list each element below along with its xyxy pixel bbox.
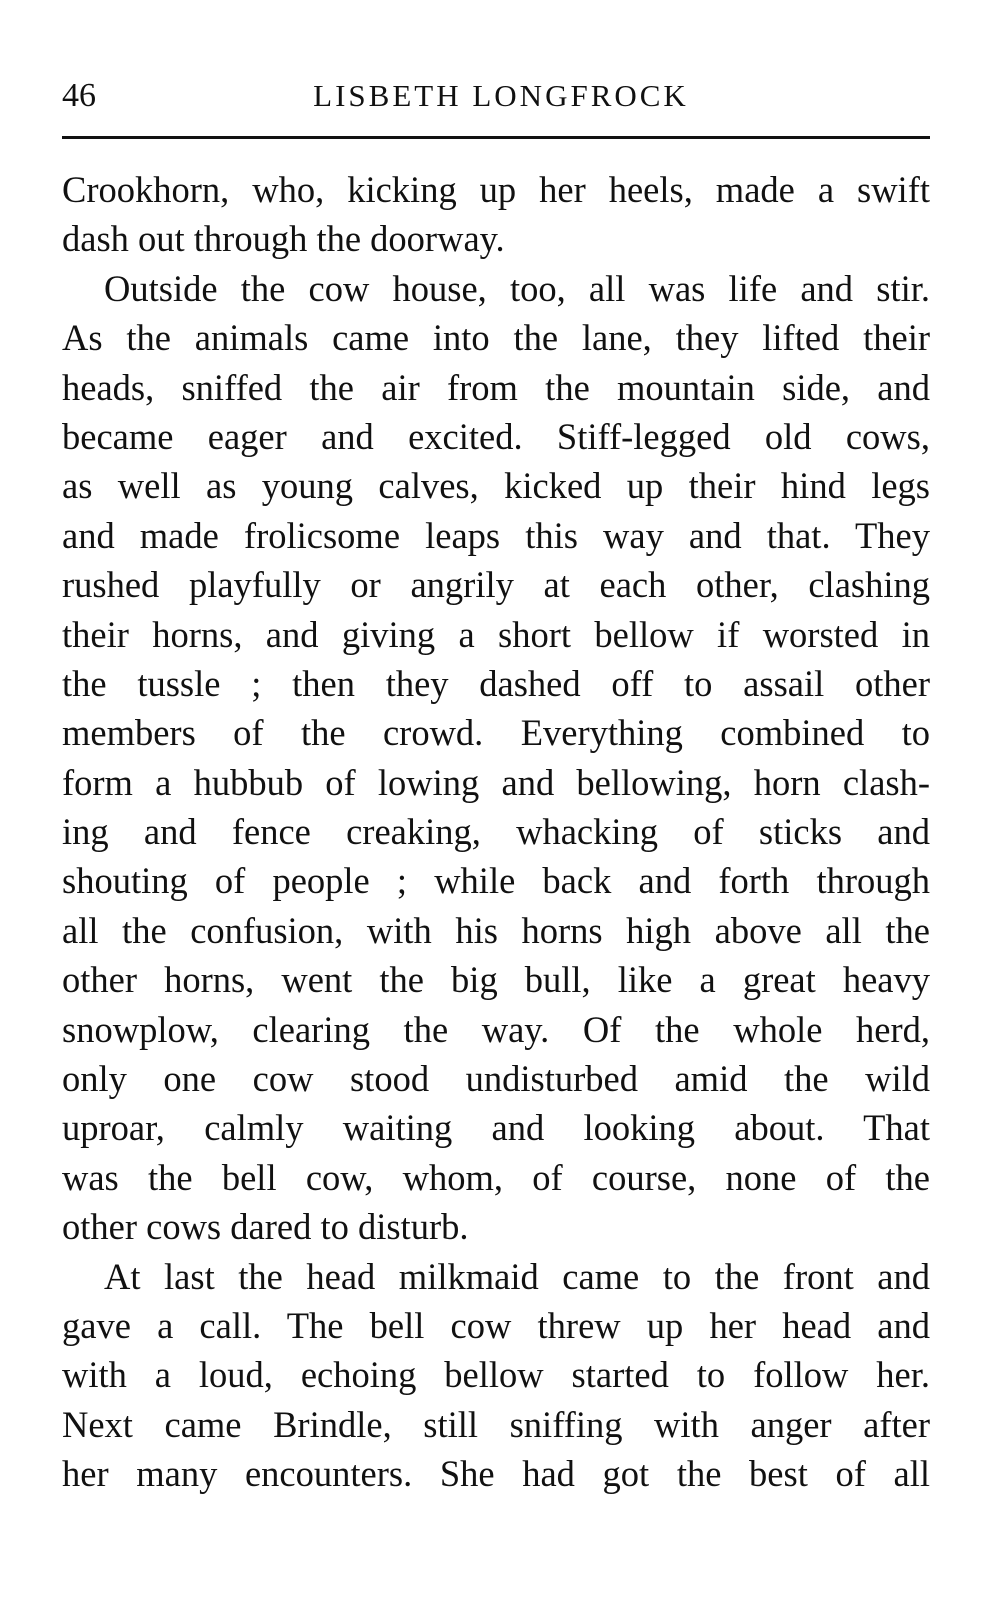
text-line: only one cow stood undisturbed amid the wild (62, 1058, 930, 1100)
header-rule (62, 136, 930, 139)
text-line: shouting of people ; while back and forth through (62, 860, 930, 902)
text-line: her many encounters. She had got the best of all (62, 1453, 930, 1495)
page-number: 46 (62, 77, 96, 114)
text-line: Outside the cow house, too, all was life and stir. (104, 267, 930, 309)
text-line: other horns, went the big bull, like a great heavy (62, 959, 930, 1001)
text-line: became eager and excited. Stiff-legged old cows, (62, 415, 930, 457)
text-line: with a loud, echoing bellow started to follow her. (62, 1354, 930, 1396)
text-line: At last the head milkmaid came to the front and (104, 1255, 930, 1297)
text-line: dash out through the doorway. (62, 218, 505, 260)
text-line: and made frolicsome leaps this way and that. They (62, 514, 930, 556)
text-line: heads, sniffed the air from the mountain side, and (62, 366, 930, 408)
running-title: LISBETH LONGFROCK (313, 78, 689, 113)
text-line: other cows dared to disturb. (62, 1206, 469, 1248)
text-line: uproar, calmly waiting and looking about. That (62, 1107, 930, 1149)
page-header (62, 72, 930, 120)
text-line: Next came Brindle, still sniffing with anger after (62, 1403, 930, 1445)
text-line: as well as young calves, kicked up their hind legs (62, 465, 930, 507)
text-line: was the bell cow, whom, of course, none of the (62, 1156, 930, 1198)
text-line: Crookhorn, who, kicking up her heels, made a swift (62, 169, 930, 210)
body-text (62, 165, 930, 1499)
text-line: ing and fence creaking, whacking of sticks and (62, 811, 930, 853)
text-line: form a hubbub of lowing and bellowing, horn clash- (62, 761, 930, 803)
text-line: the tussle ; then they dashed off to assail other (62, 662, 930, 704)
text-line: As the animals came into the lane, they lifted their (62, 317, 930, 359)
text-line: their horns, and giving a short bellow if worsted in (62, 613, 930, 655)
text-line: gave a call. The bell cow threw up her head and (62, 1304, 930, 1346)
text-line: rushed playfully or angrily at each other, clashing (62, 564, 930, 606)
text-line: all the confusion, with his horns high above all the (62, 909, 930, 951)
text-line: members of the crowd. Everything combined to (62, 712, 930, 754)
text-line: snowplow, clearing the way. Of the whole herd, (62, 1008, 930, 1050)
